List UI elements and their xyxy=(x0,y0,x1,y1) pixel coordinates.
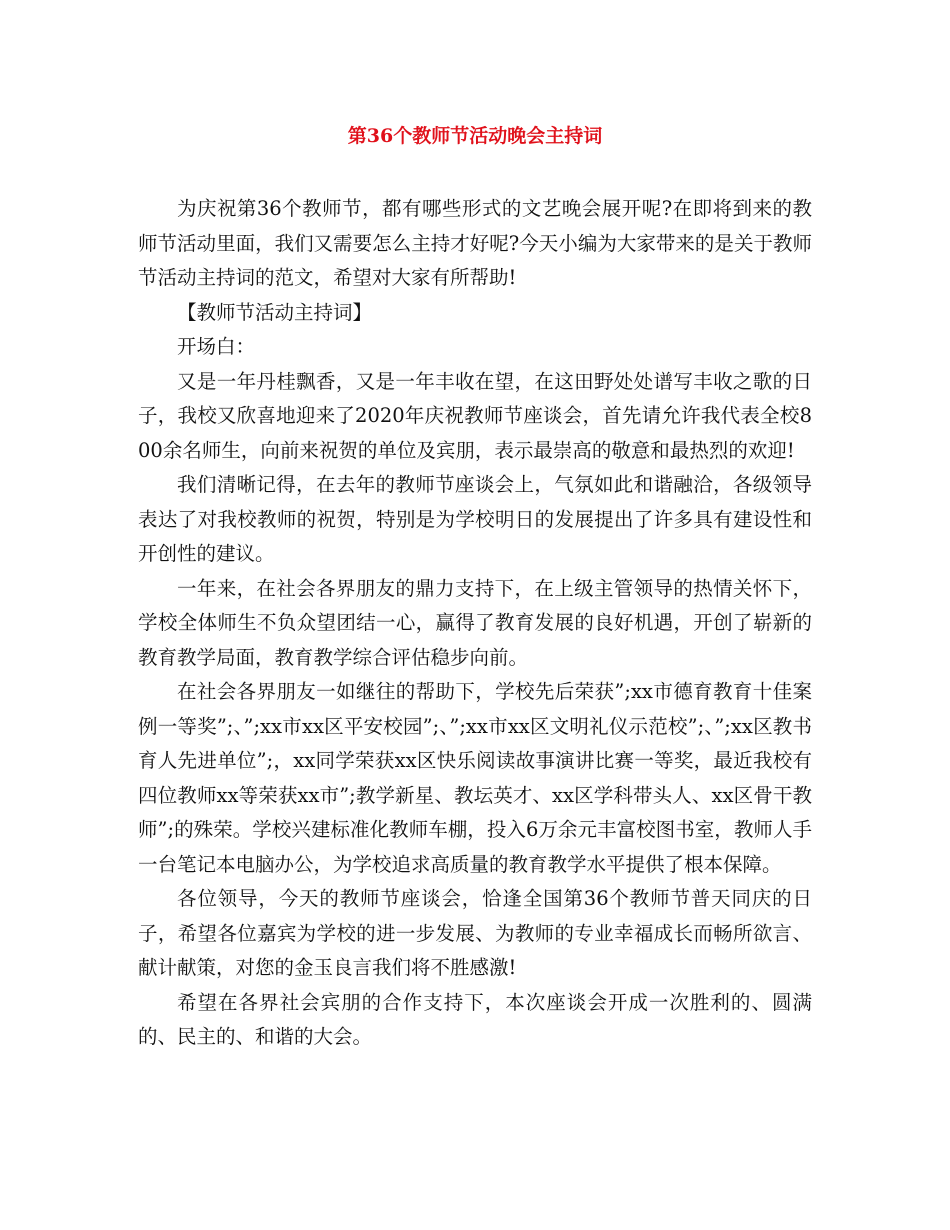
document-body xyxy=(138,192,812,1055)
body-paragraph: 我们清晰记得，在去年的教师节座谈会上，气氛如此和谐融洽，各级领导表达了对我校教师的祝贺，特别是为学校明日的发展提出了许多具有建设性和开创性的建议。 xyxy=(138,473,812,565)
body-paragraph: 各位领导，今天的教师节座谈会，恰逢全国第36个教师节普天同庆的日子，希望各位嘉宾为学校的进一步发展、为教师的专业幸福成长而畅所欲言、献计献策，对您的金玉良言我们将不胜感激! xyxy=(138,887,812,979)
document-title: 第36个教师节活动晚会主持词 xyxy=(347,125,603,147)
body-paragraph: 希望在各界社会宾朋的合作支持下，本次座谈会开成一次胜利的、圆满的、民主的、和谐的大会。 xyxy=(138,990,812,1048)
section-heading: 【教师节活动主持词】 xyxy=(177,300,373,324)
body-paragraph: 一年来，在社会各界朋友的鼎力支持下，在上级主管领导的热情关怀下，学校全体师生不负众望团结一心，赢得了教育发展的良好机遇，开创了崭新的教育教学局面，教育教学综合评估稳步向前。 xyxy=(138,576,812,669)
opening-label: 开场白： xyxy=(177,335,256,358)
intro-paragraph: 为庆祝第36个教师节，都有哪些形式的文艺晚会展开呢?在即将到来的教师节活动里面，我们又需要怎么主持才好呢?今天小编为大家带来的是关于教师节活动主持词的范文，希望对大家有所帮助! xyxy=(138,197,812,289)
body-paragraph: 又是一年丹桂飘香，又是一年丰收在望，在这田野处处谱写丰收之歌的日子，我校又欣喜地迎来了2020年庆祝教师节座谈会，首先请允许我代表全校800余名师生，向前来祝贺的单位及宾朋，表示最崇高的敬意和最热烈的欢迎! xyxy=(138,369,812,462)
body-paragraph: 在社会各界朋友一如继往的帮助下，学校先后荣获”;xx市德育教育十佳案例一等奖”;、”;xx市xx区平安校园”;、”;xx市xx区文明礼仪示范校”;、”;xx区教书育人先进单位”;，xx同学荣获xx区快乐阅读故事演讲比赛一等奖，最近我校有四位教师xx等荣获xx市”;教学新星、教坛英才、xx区学科带头人、xx区骨干教师”;的殊荣。学校兴建标准化教师车棚，投入6万余元丰富校图书室，教师人手一台笔记本电脑办公，为学校追求高质量的教育教学水平提供了根本保障。 xyxy=(138,680,812,876)
